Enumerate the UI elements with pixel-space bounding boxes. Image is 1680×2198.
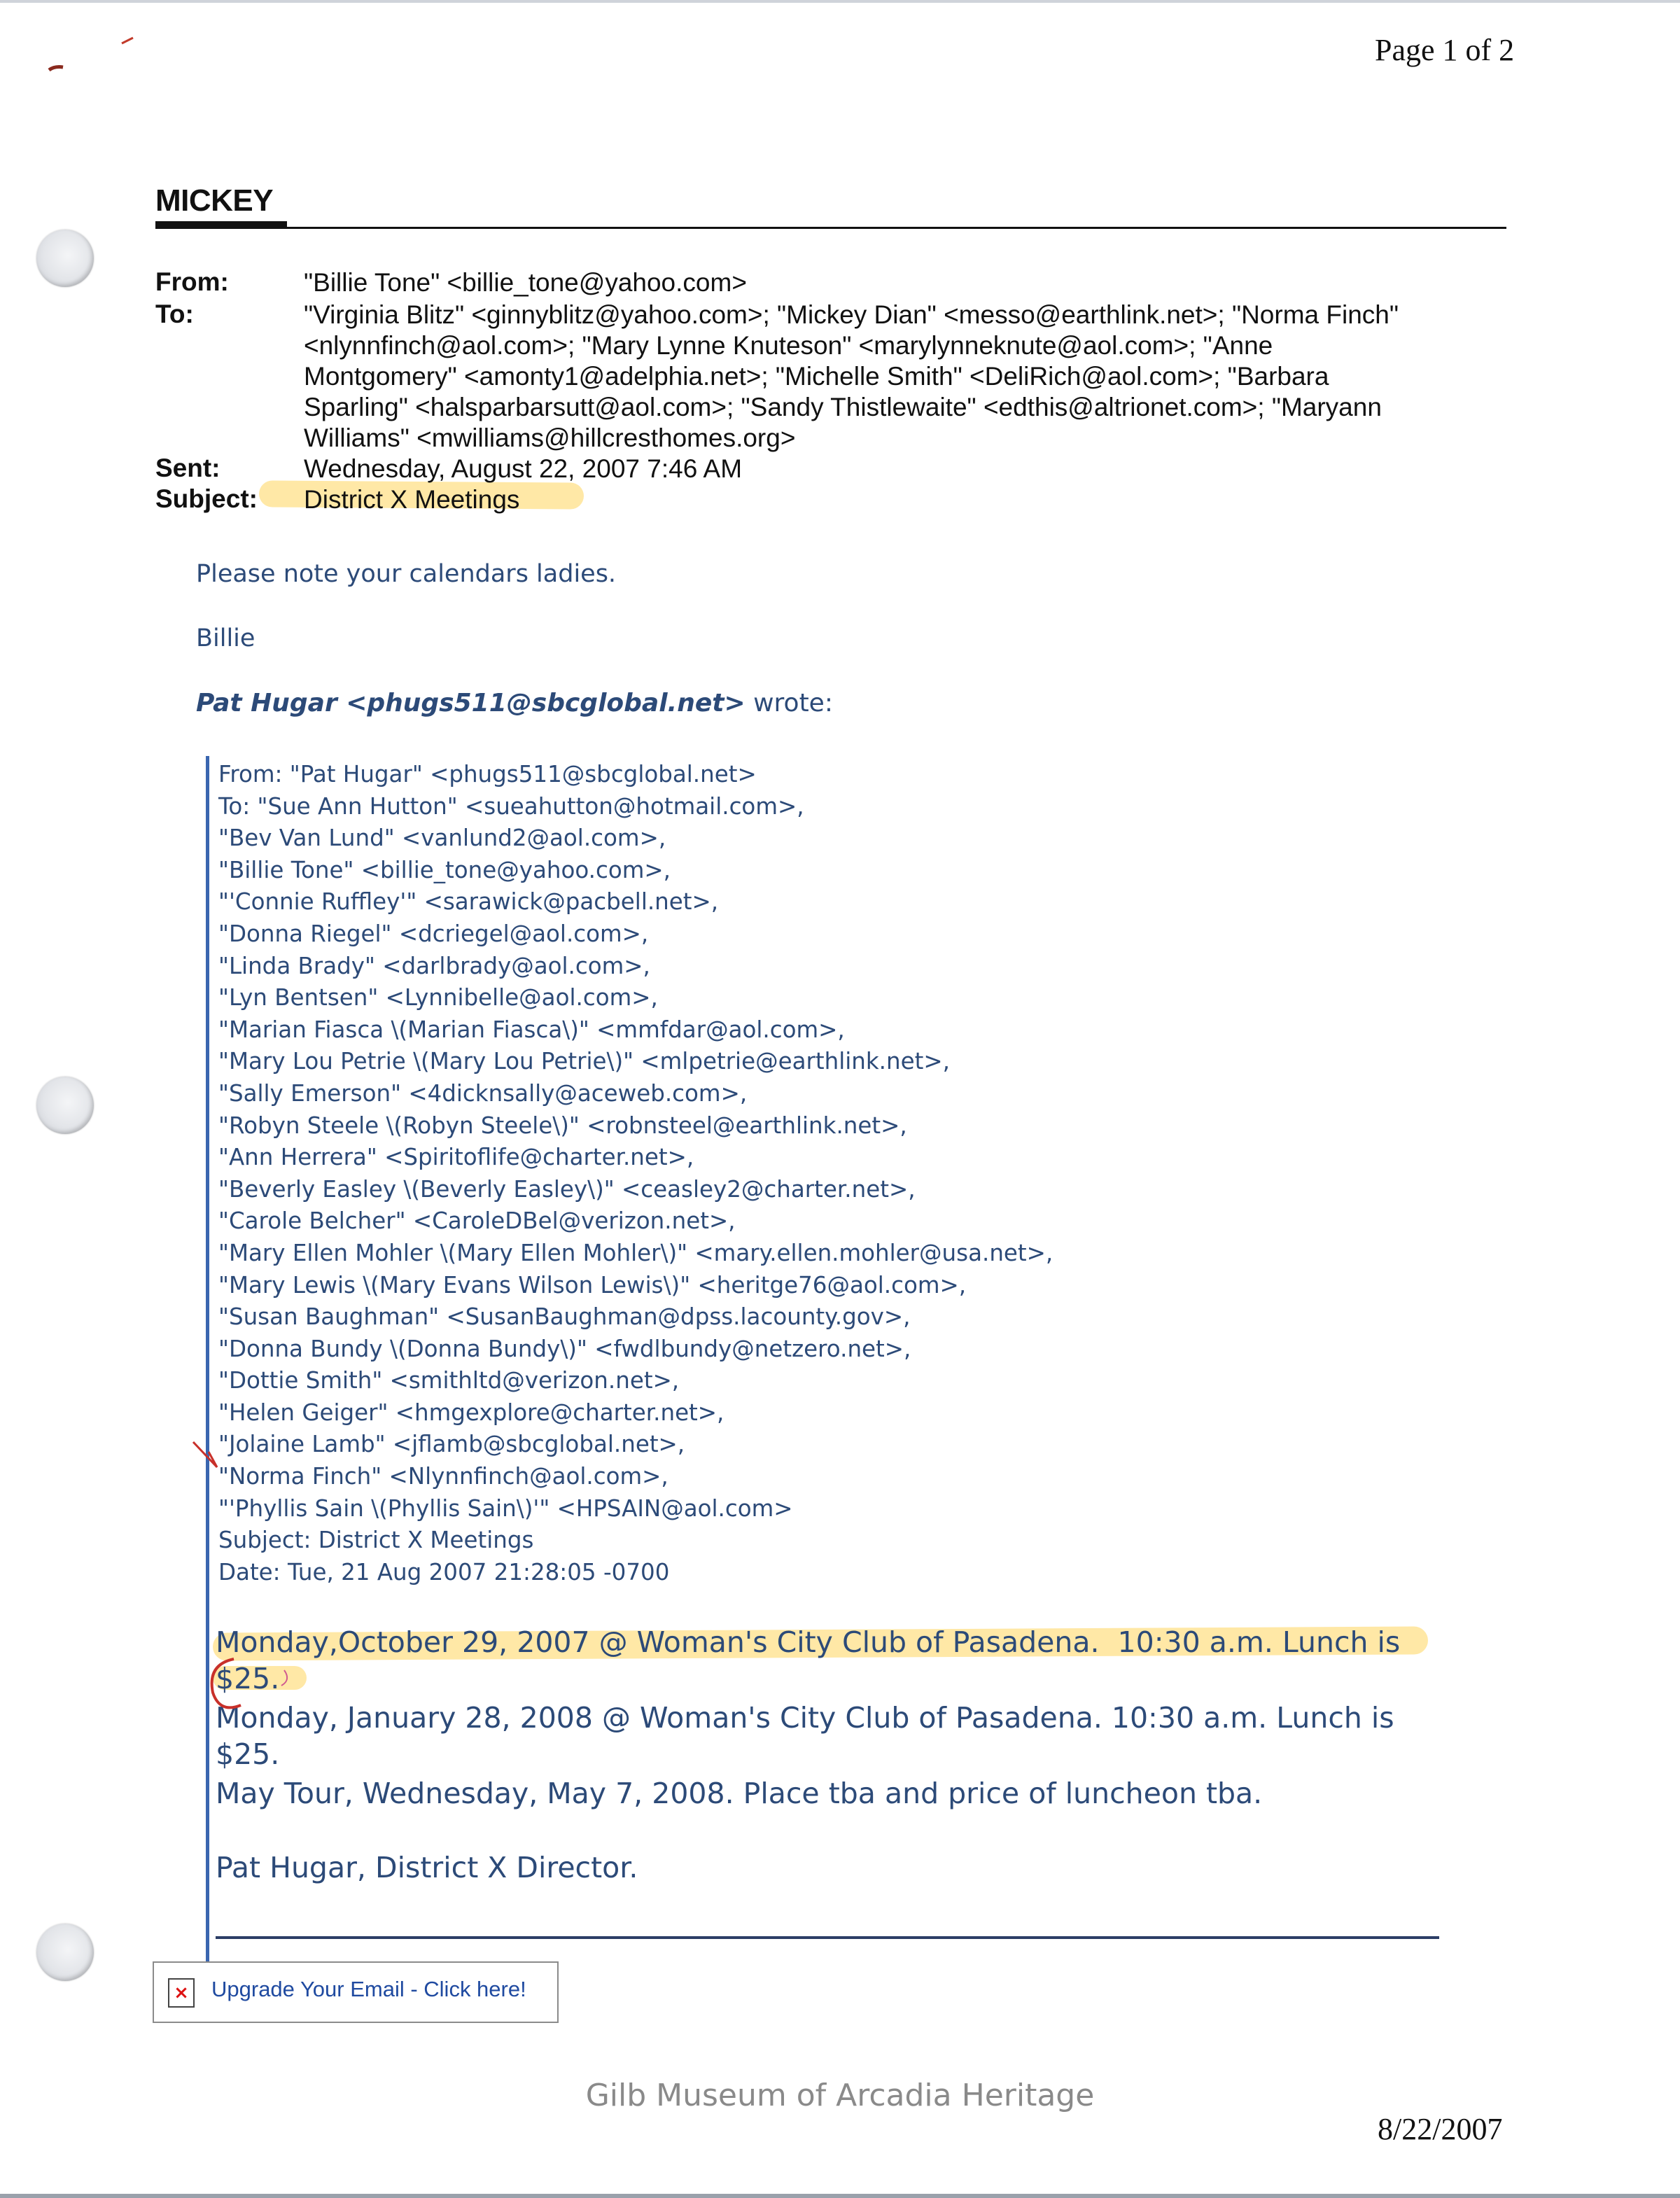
quoted-line: Date: Tue, 21 Aug 2007 21:28:05 -0700: [218, 1558, 670, 1586]
print-date: 8/22/2007: [1378, 2112, 1503, 2146]
quoted-line: "'Connie Ruffley'" <sarawick@pacbell.net>,: [218, 888, 719, 916]
message-divider: [216, 1936, 1439, 1939]
quoted-line: "Sally Emerson" <4dicknsally@aceweb.com>,: [218, 1079, 748, 1107]
pen-tick-mark: [190, 1438, 232, 1480]
quoted-line: "Norma Finch" <Nlynnfinch@aol.com>,: [218, 1463, 668, 1490]
event-item-1: Monday,October 29, 2007 @ Woman's City Club of Pasadena. 10:30 a.m. Lunch is $25.: [216, 1625, 1401, 1695]
header-divider: [155, 227, 1506, 229]
to-line: Williams" <mwilliams@hillcresthomes.org>: [304, 424, 796, 452]
quoted-line: To: "Sue Ann Hutton" <sueahutton@hotmail.com>,: [218, 792, 804, 820]
punch-hole-middle: [36, 1077, 94, 1134]
quoted-line: Subject: District X Meetings: [218, 1527, 534, 1554]
quoted-line: "Billie Tone" <billie_tone@yahoo.com>,: [218, 856, 671, 883]
quoted-line: "Dottie Smith" <smithltd@verizon.net>,: [218, 1367, 680, 1394]
quoted-line: "Susan Baughman" <SusanBaughman@dpss.lacounty.gov>,: [218, 1303, 911, 1331]
body-note: Please note your calendars ladies.: [196, 560, 617, 588]
director-signoff: Pat Hugar, District X Director.: [216, 1851, 638, 1884]
quoted-line: "Carole Belcher" <CaroleDBel@verizon.net>,: [218, 1208, 736, 1235]
quoted-line: "Mary Ellen Mohler \(Mary Ellen Mohler\)" <mary.ellen.mohler@usa.net>,: [218, 1239, 1054, 1266]
to-line: Montgomery" <amonty1@adelphia.net>; "Michelle Smith" <DeliRich@aol.com>; "Barbara: [304, 362, 1329, 391]
broken-image-icon: ×: [168, 1978, 195, 2008]
to-line: Sparling" <halsparbarsutt@aol.com>; "Sandy Thistlewaite" <edthis@altrionet.com>; "Maryann: [304, 393, 1382, 421]
quoted-line: "Donna Riegel" <dcriegel@aol.com>,: [218, 920, 649, 947]
from-value: "Billie Tone" <billie_tone@yahoo.com>: [304, 268, 747, 297]
sent-value: Wednesday, August 22, 2007 7:46 AM: [304, 454, 743, 483]
event-item-3: May Tour, Wednesday, May 7, 2008. Place tba and price of luncheon tba.: [216, 1777, 1263, 1810]
quoted-line: "Jolaine Lamb" <jflamb@sbcglobal.net>,: [218, 1431, 685, 1458]
to-label: To:: [155, 300, 194, 328]
quoted-line: "Beverly Easley \(Beverly Easley\)" <ceasley2@charter.net>,: [218, 1175, 916, 1203]
quoted-line: "Bev Van Lund" <vanlund2@aol.com>,: [218, 825, 666, 852]
scan-bottom-edge: [0, 2194, 1680, 2198]
quoted-line: "Ann Herrera" <Spiritoflife@charter.net>,: [218, 1144, 694, 1171]
pen-mark-top-left: [45, 35, 136, 84]
quote-attribution: [196, 689, 833, 718]
quoted-line: "Marian Fiasca \(Marian Fiasca\)" <mmfdar@aol.com>,: [218, 1016, 845, 1043]
page-number: Page 1 of 2: [1375, 33, 1515, 67]
pen-circle-mark: [203, 1649, 315, 1726]
quote-wrote-suffix: wrote:: [745, 689, 833, 718]
to-recipients: [304, 300, 1508, 454]
quoted-header: [218, 759, 1053, 1588]
to-line: <nlynnfinch@aol.com>; "Mary Lynne Knuteson" <marylynneknute@aol.com>; "Anne: [304, 331, 1273, 360]
to-line: "Virginia Blitz" <ginnyblitz@yahoo.com>; "Mickey Dian" <messo@earthlink.net>; "Norma Finch": [304, 300, 1399, 329]
scan-top-edge: [0, 0, 1680, 3]
upgrade-email-banner[interactable]: [153, 1961, 559, 2023]
sent-label: Sent:: [155, 454, 220, 482]
event-item-2: Monday, January 28, 2008 @ Woman's City Club of Pasadena. 10:30 a.m. Lunch is $25.: [216, 1701, 1394, 1771]
quoted-line: "Robyn Steele \(Robyn Steele\)" <robnsteel@earthlink.net>,: [218, 1112, 907, 1139]
quoted-line: "Mary Lewis \(Mary Evans Wilson Lewis\)" <heritge76@aol.com>,: [218, 1271, 967, 1298]
archive-watermark: Gilb Museum of Arcadia Heritage: [585, 2078, 1095, 2113]
quoted-line: "Lyn Bentsen" <Lynnibelle@aol.com>,: [218, 984, 658, 1011]
quote-bar: [206, 756, 209, 2023]
punch-hole-bottom: [36, 1924, 94, 1981]
quote-author: Pat Hugar <phugs511@sbcglobal.net>: [196, 689, 746, 718]
from-label: From:: [155, 267, 229, 296]
quoted-line: From: "Pat Hugar" <phugs511@sbcglobal.net>: [218, 761, 757, 788]
quoted-line: "Helen Geiger" <hmgexplore@charter.net>,: [218, 1399, 724, 1426]
body-signature: Billie: [196, 624, 255, 652]
quoted-line: "Donna Bundy \(Donna Bundy\)" <fwdlbundy@netzero.net>,: [218, 1335, 911, 1362]
subject-value: District X Meetings: [304, 485, 520, 514]
subject-label: Subject:: [155, 484, 258, 513]
quoted-line: "'Phyllis Sain \(Phyllis Sain\)'" <HPSAIN@aol.com>: [218, 1494, 793, 1522]
quoted-line: "Mary Lou Petrie \(Mary Lou Petrie\)" <mlpetrie@earthlink.net>,: [218, 1048, 950, 1075]
upgrade-email-link[interactable]: Upgrade Your Email - Click here!: [211, 1977, 526, 2001]
punch-hole-top: [36, 230, 94, 287]
mailbox-owner-name: MICKEY: [155, 183, 274, 218]
quoted-line: "Linda Brady" <darlbrady@aol.com>,: [218, 952, 650, 979]
